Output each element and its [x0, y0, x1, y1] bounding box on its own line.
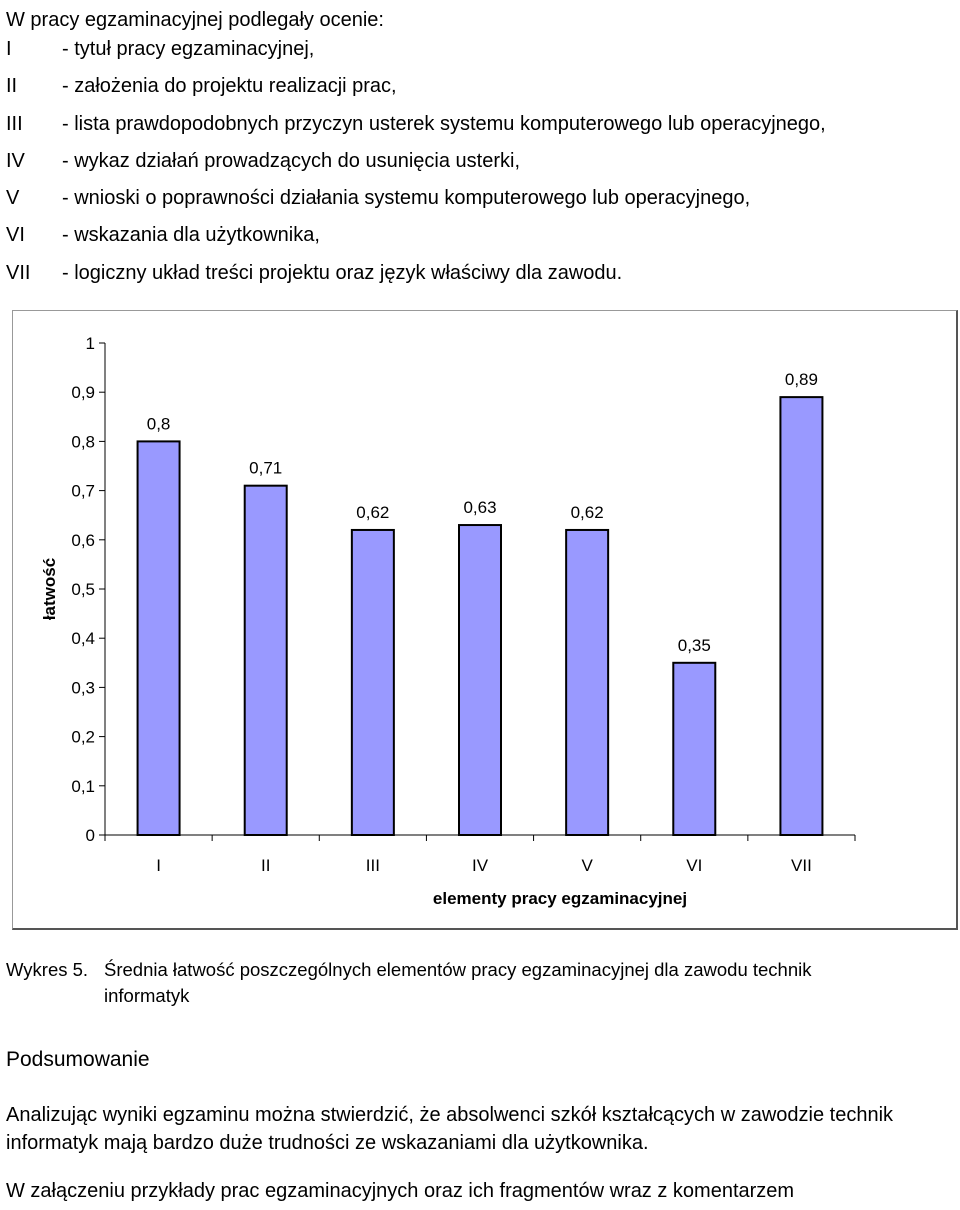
bar-value-label: 0,63	[463, 498, 497, 518]
bar	[138, 441, 180, 835]
y-tick-label: 0,1	[71, 776, 95, 796]
criteria-number: VII	[6, 261, 31, 284]
x-category-label: V	[581, 856, 593, 875]
bar	[245, 486, 287, 835]
criteria-text: - wykaz działań prowadzących do usunięcia usterki,	[62, 149, 520, 172]
y-tick-label: 0,5	[71, 580, 95, 599]
y-tick-label: 0,7	[71, 481, 95, 501]
caption-text-line2: informatyk	[104, 985, 190, 1006]
bar-chart	[13, 311, 957, 927]
bar-value-label: 0,89	[784, 370, 818, 390]
criteria-number: III	[6, 112, 23, 135]
chart-caption	[6, 957, 956, 1009]
caption-number: Wykres 5.	[6, 959, 89, 980]
y-tick-label: 0,9	[71, 383, 95, 403]
criteria-number: IV	[6, 149, 25, 172]
summary-heading: Podsumowanie	[6, 1048, 150, 1071]
intro-text: W pracy egzaminacyjnej podlegały ocenie:	[6, 9, 384, 31]
bar-value-label: 0,62	[356, 502, 390, 522]
chart-frame	[12, 310, 958, 930]
x-category-label: III	[365, 856, 380, 875]
criteria-text: - lista prawdopodobnych przyczyn usterek systemu komputerowego lub operacyjnego,	[62, 112, 826, 135]
bar-value-label: 0,71	[249, 458, 283, 478]
y-tick-label: 0,8	[71, 432, 95, 452]
x-axis-title: elementy pracy egzaminacyjnej	[432, 889, 688, 908]
x-category-label: VII	[791, 856, 812, 875]
y-tick-label: 0	[85, 826, 95, 845]
bar-value-label: 0,35	[677, 635, 711, 655]
bar-value-label: 0,8	[146, 414, 171, 434]
caption-text-line1: Średnia łatwość poszczególnych elementów pracy egzaminacyjnej dla zawodu technik	[104, 959, 812, 980]
y-tick-label: 1	[85, 334, 95, 353]
criteria-text: - wskazania dla użytkownika,	[62, 224, 320, 247]
bar	[673, 663, 715, 835]
y-tick-label: 0,6	[71, 530, 95, 550]
criteria-number: V	[6, 187, 20, 210]
bar	[459, 525, 501, 835]
criteria-text: - logiczny układ treści projektu oraz język właściwy dla zawodu.	[62, 261, 623, 284]
criteria-number: I	[6, 38, 12, 60]
criteria-text: - tytuł pracy egzaminacyjnej,	[62, 38, 315, 60]
y-axis-title: łatwość	[40, 557, 59, 621]
x-category-label: VI	[686, 856, 703, 875]
y-tick-label: 0,2	[71, 727, 95, 747]
x-category-label: II	[260, 856, 271, 875]
criteria-text: - wnioski o poprawności działania systemu komputerowego lub operacyjnego,	[62, 187, 751, 210]
criteria-number: II	[6, 75, 18, 98]
bar-value-label: 0,62	[570, 502, 604, 522]
bar	[352, 530, 394, 835]
x-category-label: I	[156, 856, 161, 875]
criteria-text: - założenia do projektu realizacji prac,	[62, 75, 397, 98]
y-tick-label: 0,3	[71, 678, 95, 698]
bar	[566, 530, 608, 835]
attachments-note: W załączeniu przykłady prac egzaminacyjnych oraz ich fragmentów wraz z komentarzem	[6, 1180, 795, 1202]
criteria-number: VI	[6, 224, 25, 247]
x-category-label: IV	[471, 856, 489, 875]
bar	[780, 397, 822, 835]
y-tick-label: 0,4	[71, 629, 95, 649]
summary-paragraph: Analizując wyniki egzaminu można stwierdzić, że absolwenci szkół kształcących w zawodzie technik informatyk mają bardzo duże trudności ze wskazaniami dla użytkownika.	[6, 1104, 894, 1154]
